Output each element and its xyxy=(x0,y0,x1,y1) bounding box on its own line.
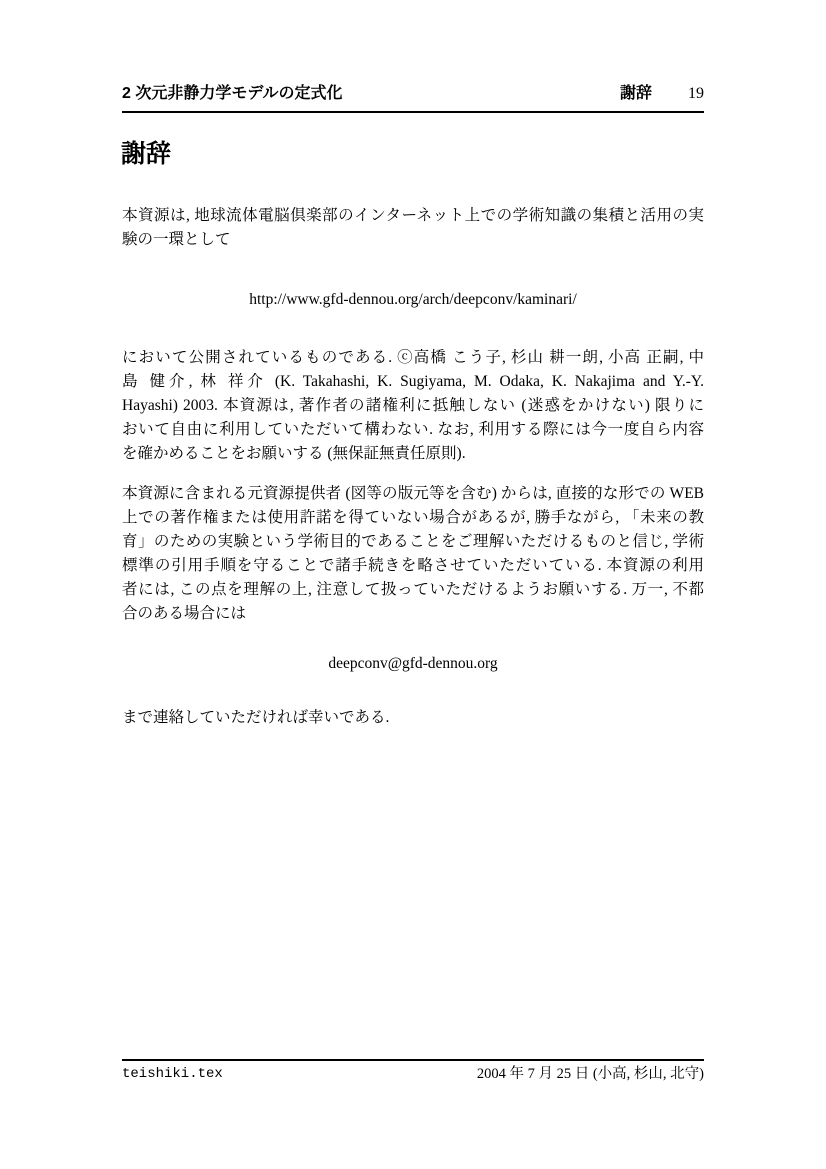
footer-rule xyxy=(122,1059,704,1061)
paragraph xyxy=(122,706,704,730)
text-line: を確かめることをお願いする (無保証無責任原則). xyxy=(122,445,466,462)
header-page-number: 19 xyxy=(688,85,704,102)
text-line: 者には, この点を理解の上, 注意して扱っていただけるようお願いする. 万一, 不都 xyxy=(122,581,704,598)
email-text: deepconv@gfd-dennou.org xyxy=(328,655,498,672)
header-section-label: 謝辞 xyxy=(619,85,652,102)
header-rule xyxy=(122,111,704,113)
text-line: まで連絡していただければ幸いである. xyxy=(122,709,390,726)
text-line: 本資源は, 地球流体電脳倶楽部のインターネット上での学術知識の集積と活用の実 xyxy=(122,207,704,224)
text-line: 標準の引用手順を守ることで諸手続きを略させていただいている. 本資源の利用 xyxy=(122,557,704,574)
text-line: 島 健介, 林 祥介 (K. Takahashi, K. Sugiyama, M. Odaka, K. Nakajima and Y.-Y. xyxy=(122,373,704,390)
paragraph xyxy=(122,204,704,252)
text-line: 合のある場合には xyxy=(122,605,247,622)
text-line: 上での著作権または使用許諾を得ていない場合があるが, 勝手ながら, 「未来の教 xyxy=(122,509,704,526)
section-title: 謝辞 xyxy=(121,140,172,168)
paragraph xyxy=(122,346,704,466)
text-line: 験の一環として xyxy=(122,231,231,248)
url-block xyxy=(122,288,704,312)
email-block xyxy=(122,652,704,676)
text-line: Hayashi) 2003. 本資源は, 著作者の諸権利に抵触しない (迷惑をかけない) 限りに xyxy=(122,397,704,414)
text-line: において公開されているものである. ⓒ高橋 こう子, 杉山 耕一朗, 小高 正嗣, 中 xyxy=(122,349,704,366)
text-line: 育」のための実験という学術目的であることをご理解いただけるものと信じ, 学術 xyxy=(122,533,704,550)
text-line: おいて自由に利用していただいて構わない. なお, 利用する際には今一度自ら内容 xyxy=(122,421,704,438)
footer-date: 2004 年 7 月 25 日 (小高, 杉山, 北守) xyxy=(476,1066,704,1082)
paragraph xyxy=(122,482,704,626)
text-line: 本資源に含まれる元資源提供者 (図等の版元等を含む) からは, 直接的な形での WEB xyxy=(122,485,704,502)
header-chapter-title: 2 次元非静力学モデルの定式化 xyxy=(122,85,343,102)
url-text: http://www.gfd-dennou.org/arch/deepconv/kaminari/ xyxy=(249,291,577,308)
footer-filename: teishiki.tex xyxy=(122,1066,223,1082)
header-right-group xyxy=(620,84,704,104)
